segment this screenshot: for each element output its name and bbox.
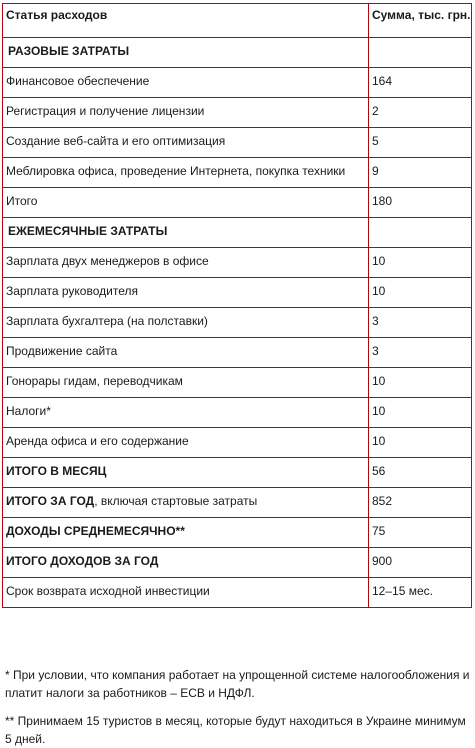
table-row [3, 458, 472, 488]
row-value: 10 [372, 404, 386, 418]
table-row [3, 188, 472, 218]
row-value: 10 [372, 284, 386, 298]
table-row [3, 38, 472, 68]
row-value: 3 [372, 314, 379, 328]
table-row [3, 578, 472, 608]
total-label: ИТОГО ЗА ГОД [6, 494, 95, 508]
row-value: 180 [372, 194, 393, 208]
row-value: 900 [372, 554, 393, 568]
row-label-rest: , включая стартовые затраты [94, 494, 258, 508]
section-title: ЕЖЕМЕСЯЧНЫЕ ЗАТРАТЫ [8, 224, 168, 238]
row-value: 12–15 мес. [372, 584, 433, 598]
table-row [3, 68, 472, 98]
total-label: ИТОГО В МЕСЯЦ [6, 464, 107, 478]
row-value: 10 [372, 434, 386, 448]
row-label: Аренда офиса и его содержание [6, 434, 189, 448]
table-row [3, 368, 472, 398]
row-label: Зарплата руководителя [6, 284, 138, 298]
total-label: ДОХОДЫ СРЕДНЕМЕСЯЧНО** [6, 524, 185, 538]
row-value [372, 38, 471, 44]
row-value: 164 [372, 74, 393, 88]
expenses-table [2, 3, 472, 608]
table-header-row [3, 4, 472, 38]
header-item-cell [3, 4, 369, 38]
section-title: РАЗОВЫЕ ЗАТРАТЫ [8, 44, 130, 58]
row-value: 10 [372, 374, 386, 388]
row-value: 9 [372, 164, 379, 178]
table-row [3, 338, 472, 368]
row-value: 10 [372, 254, 386, 268]
row-label: Срок возврата исходной инвестиции [6, 584, 210, 598]
row-label: Регистрация и получение лицензии [6, 104, 205, 118]
row-label: Гонорары гидам, переводчикам [6, 374, 183, 388]
row-label: Создание веб-сайта и его оптимизация [6, 134, 226, 148]
table-row [3, 98, 472, 128]
row-label: Зарплата бухгалтера (на полставки) [6, 314, 208, 328]
table-row [3, 308, 472, 338]
row-label: Налоги* [6, 404, 51, 418]
table-row [3, 518, 472, 548]
total-label: ИТОГО ДОХОДОВ ЗА ГОД [6, 554, 159, 568]
row-label: Меблировка офиса, проведение Интернета, покупка техники [6, 164, 346, 178]
row-label: Продвижение сайта [6, 344, 118, 358]
table-row [3, 158, 472, 188]
table-row [3, 398, 472, 428]
row-value: 75 [372, 524, 386, 538]
row-label: Итого [6, 194, 38, 208]
table-row [3, 488, 472, 518]
header-item-label: Статья расходов [6, 8, 108, 22]
table-row [3, 278, 472, 308]
row-value: 56 [372, 464, 386, 478]
footnote-taxes: * При условии, что компания работает на упрощенной системе налогообложения и платит налоги за работников – ЕСВ и НДФЛ. [5, 668, 470, 700]
footnote-tourists: ** Принимаем 15 туристов в месяц, которые будут находиться в Украине минимум 5 дней. [5, 714, 466, 746]
table-row [3, 548, 472, 578]
header-amount-label: Сумма, тыс. грн. [372, 8, 471, 22]
row-label: Зарплата двух менеджеров в офисе [6, 254, 209, 268]
row-value: 3 [372, 344, 379, 358]
row-label: Финансовое обеспечение [6, 74, 150, 88]
row-value: 852 [372, 494, 393, 508]
header-amount-cell [369, 4, 472, 38]
table-row [3, 248, 472, 278]
table-row [3, 218, 472, 248]
row-value: 5 [372, 134, 379, 148]
table-row [3, 128, 472, 158]
table-row [3, 428, 472, 458]
row-value: 2 [372, 104, 379, 118]
row-value [372, 218, 471, 224]
